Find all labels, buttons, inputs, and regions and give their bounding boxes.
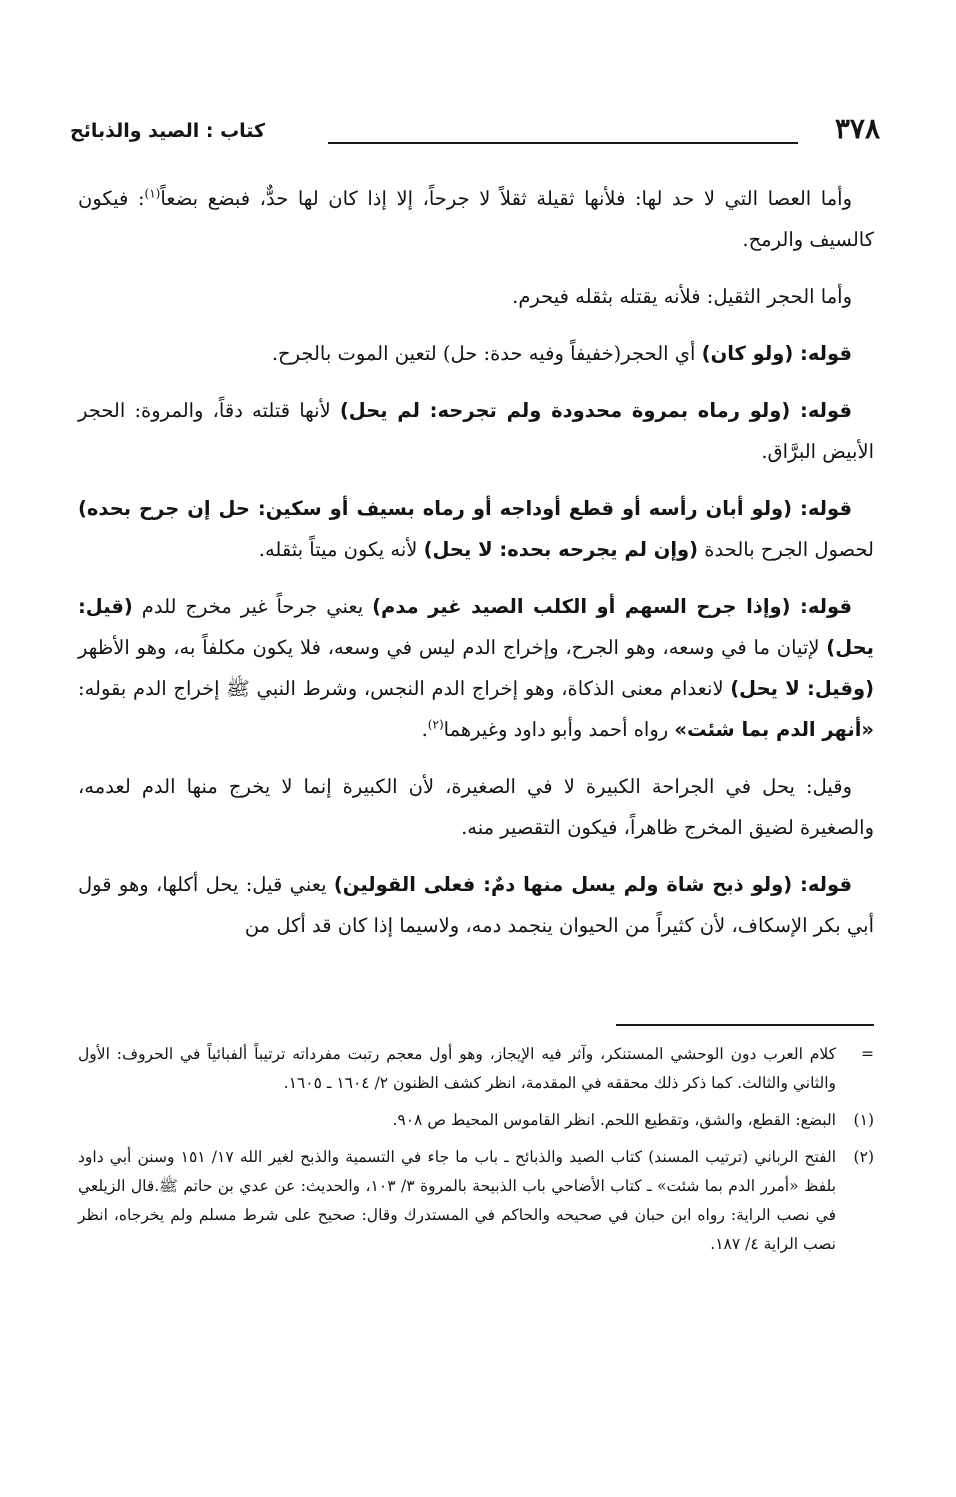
page-header <box>70 108 880 148</box>
paragraph <box>78 766 874 848</box>
footnote-mark: (١) <box>853 1111 874 1129</box>
footnote <box>78 1106 874 1135</box>
paragraph <box>78 864 874 946</box>
text-run: لأنه يكون ميتاً بثقله. <box>258 538 424 561</box>
footnote-text: البضع: القطع، والشق، وتقطيع اللحم. انظر القاموس المحيط ص ٩٠٨. <box>392 1111 836 1129</box>
quoted-text: (وقيل: لا يحل) <box>730 677 874 700</box>
text-run: وأما العصا التي لا حد لها: فلأنها ثقيلة ثقلاً لا جرحاً، إلا إذا كان لها حدٌّ، فبضع بضعاً <box>160 187 852 210</box>
text-run: لأنها قتلته دقاً، والمروة: الحجر الأبيض البرَّاق. <box>78 399 874 463</box>
paragraph <box>78 276 874 317</box>
page-number: ٣٧٨ <box>834 112 880 145</box>
quoted-text: قوله: (ولو رماه بمروة محدودة ولم تجرحه: لم يحل) <box>339 399 852 422</box>
footnote-mark: (٢) <box>853 1148 874 1166</box>
quoted-text: (قيل: يحل) <box>78 595 874 659</box>
paragraph <box>78 488 874 570</box>
text-run: يعني قيل: يحل أكلها، وهو قول أبي بكر الإسكاف، لأن كثيراً من الحيوان ينجمد دمه، ولاسيما إذا كان قد أكل من <box>78 873 874 937</box>
paragraph <box>78 333 874 374</box>
footnote-ref[interactable]: (١) <box>144 186 161 201</box>
quoted-text: قوله: (ولو أبان رأسه أو قطع أوداجه أو رماه بسيف أو سكين: حل إن جرح بحده) <box>78 497 852 520</box>
footnote-separator <box>616 1024 874 1026</box>
text-run: أي الحجر(خفيفاً وفيه حدة: حل) لتعين الموت بالجرح. <box>271 342 702 365</box>
footnote <box>78 1143 874 1259</box>
quoted-text: قوله: (ولو ذبح شاة ولم يسل منها دمٌ: فعلى القولين) <box>333 873 852 896</box>
text-run: وقيل: يحل في الجراحة الكبيرة لا في الصغيرة، لأن الكبيرة إنما لا يخرج منها الدم لعدمه، والصغيرة لضيق المخرج ظاهراً، فيكون التقصير منه. <box>78 775 874 839</box>
paragraph <box>78 178 874 260</box>
paragraph <box>78 390 874 472</box>
text-run: . <box>421 718 428 741</box>
header-rule <box>328 142 798 144</box>
text-run: رواه أحمد وأبو داود وغيرهما <box>443 718 675 741</box>
text-run: لانعدام معنى الذكاة، وهو إخراج الدم النجس، وشرط النبي ﷺ إخراج الدم بقوله: <box>78 677 731 700</box>
quoted-text: «أنهر الدم بما شئت» <box>674 718 874 741</box>
quoted-text: قوله: (ولو كان) <box>701 342 852 365</box>
text-run: يعني جرحاً غير مخرج للدم <box>132 595 373 618</box>
footnote-text: كلام العرب دون الوحشي المستنكر، وآثر فيه الإيجاز، وهو أول معجم رتبت مفرداته ترتيباً ألفبائياً في الحروف: الأول والثاني والثالث. كما ذكر ذلك محققه في المقدمة، انظر كشف الظنون ٢/ ١٦٠٤ ـ ١٦٠٥. <box>78 1045 836 1092</box>
footnotes <box>78 1040 874 1267</box>
text-run: لإتيان ما في وسعه، وهو الجرح، وإخراج الدم ليس في وسعه، فلا يكون مكلفاً به، وهو الأظهر <box>78 636 827 659</box>
text-run: لحصول الجرح بالحدة <box>698 538 874 561</box>
footnote-mark: = <box>861 1045 874 1063</box>
footnote-ref[interactable]: (٢) <box>427 717 444 732</box>
text-run: : فيكون كالسيف والرمح. <box>78 187 874 251</box>
quoted-text: (وإن لم يجرحه بحده: لا يحل) <box>423 538 699 561</box>
quoted-text: قوله: (وإذا جرح السهم أو الكلب الصيد غير مدم) <box>372 595 852 618</box>
footnote-text: الفتح الرباني (ترتيب المسند) كتاب الصيد والذبائح ـ باب ما جاء في التسمية والذبح لغير الله ١٧/ ١٥١ وسنن أبي داود بلفظ «أمرر الدم بما شئت» ـ كتاب الأضاحي باب الذبيحة بالمروة ٣/ ١٠٣، والحديث: عن عدي بن حاتم ﷺ.قال الزيلعي في نصب الراية: رواه ابن حبان في صحيحه والحاكم في المستدرك وقال: صحيح على شرط مسلم ولم يخرجاه، انظر نصب الراية ٤/ ١٨٧. <box>78 1148 837 1253</box>
main-text <box>78 178 874 962</box>
paragraph <box>78 586 874 750</box>
text-run: وأما الحجر الثقيل: فلأنه يقتله بثقله فيحرم. <box>512 285 852 308</box>
footnote <box>78 1040 874 1098</box>
running-title: كتاب : الصيد والذبائح <box>70 120 266 142</box>
